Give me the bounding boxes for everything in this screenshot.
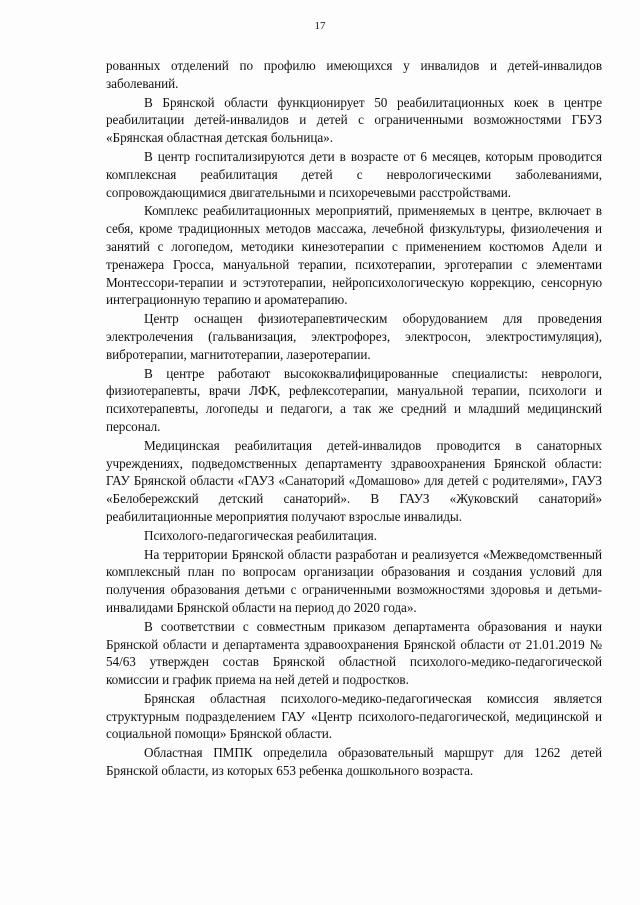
paragraph: В соответствии с совместным приказом департамента образования и науки Брянской области и департамента здравоохранения Брянской области от 21.01.2019 № 54/63 утвержден состав Брянской областной психолого-медико-педагогической комиссии и график приема на ней детей и подростков.: [106, 618, 602, 688]
body-text: [106, 57, 602, 781]
paragraph: На территории Брянской области разработан и реализуется «Межведомственный комплексный план по вопросам организации образования и создания условий для получения образования детьми с ограниченными возможностями здоровья и детьми-инвалидами Брянской области на период до 2020 года».: [106, 546, 602, 615]
paragraph: Медицинская реабилитация детей-инвалидов проводится в санаторных учреждениях, подведомственных департаменту здравоохранения Брянской области: ГАУ Брянской области «ГАУЗ «Санаторий «Домашово» для детей с родителями», ГАУЗ «Белобережский детский санаторий». В ГАУЗ «Жуковский санаторий» реабилитационные мероприятия получают взрослые инвалиды.: [106, 437, 602, 524]
paragraph: Брянская областная психолого-медико-педагогическая комиссия является структурным подразделением ГАУ «Центр психолого-педагогической, медицинской и социальной помощи» Брянской области.: [106, 690, 602, 742]
page-number: 17: [314, 20, 326, 32]
paragraph: Областная ПМПК определила образовательный маршрут для 1262 детей Брянской области, из которых 653 ребенка дошкольного возраста.: [106, 745, 602, 779]
paragraph: Центр оснащен физиотерапевтическим оборудованием для проведения электролечения (гальванизация, электрофорез, электросон, электростимуляция), вибротерапии, магнитотерапии, лазеротерапии.: [106, 311, 602, 362]
paragraph: В центре работают высококвалифицированные специалисты: неврологи, физиотерапевты, врачи ЛФК, рефлексотерапии, мануальной терапии, психологи и психотерапевты, логопеды и педагоги, а так же средний и младший медицинский персонал.: [106, 365, 602, 434]
section-heading: Психолого-педагогическая реабилитация.: [144, 527, 377, 543]
paragraph: В центр госпитализируются дети в возрасте от 6 месяцев, которым проводится комплексная реабилитация детей с неврологическими заболеваниями, сопровождающимися двигательными и психоречевыми расстройствами.: [106, 148, 602, 200]
paragraph: В Брянской области функционирует 50 реабилитационных коек в центре реабилитации детей-инвалидов и детей с ограниченными возможностями ГБУЗ «Брянская областная детская больница».: [106, 94, 602, 146]
paragraph: Комплекс реабилитационных мероприятий, применяемых в центре, включает в себя, кроме традиционных методов массажа, лечебной физкультуры, физиолечения и занятий с логопедом, методики кинезотерапии с применением костюмов Адели и тренажера Гросса, мануальной терапии, психотерапии, эрготерапии с элементами Монтессори-терапии и эстэтотерапии, нейропсихологическую коррекцию, сенсорную интеграционную терапию и ароматерапию.: [106, 203, 602, 308]
paragraph: рованных отделений по профилю имеющихся у инвалидов и детей-инвалидов заболеваний.: [106, 58, 602, 91]
